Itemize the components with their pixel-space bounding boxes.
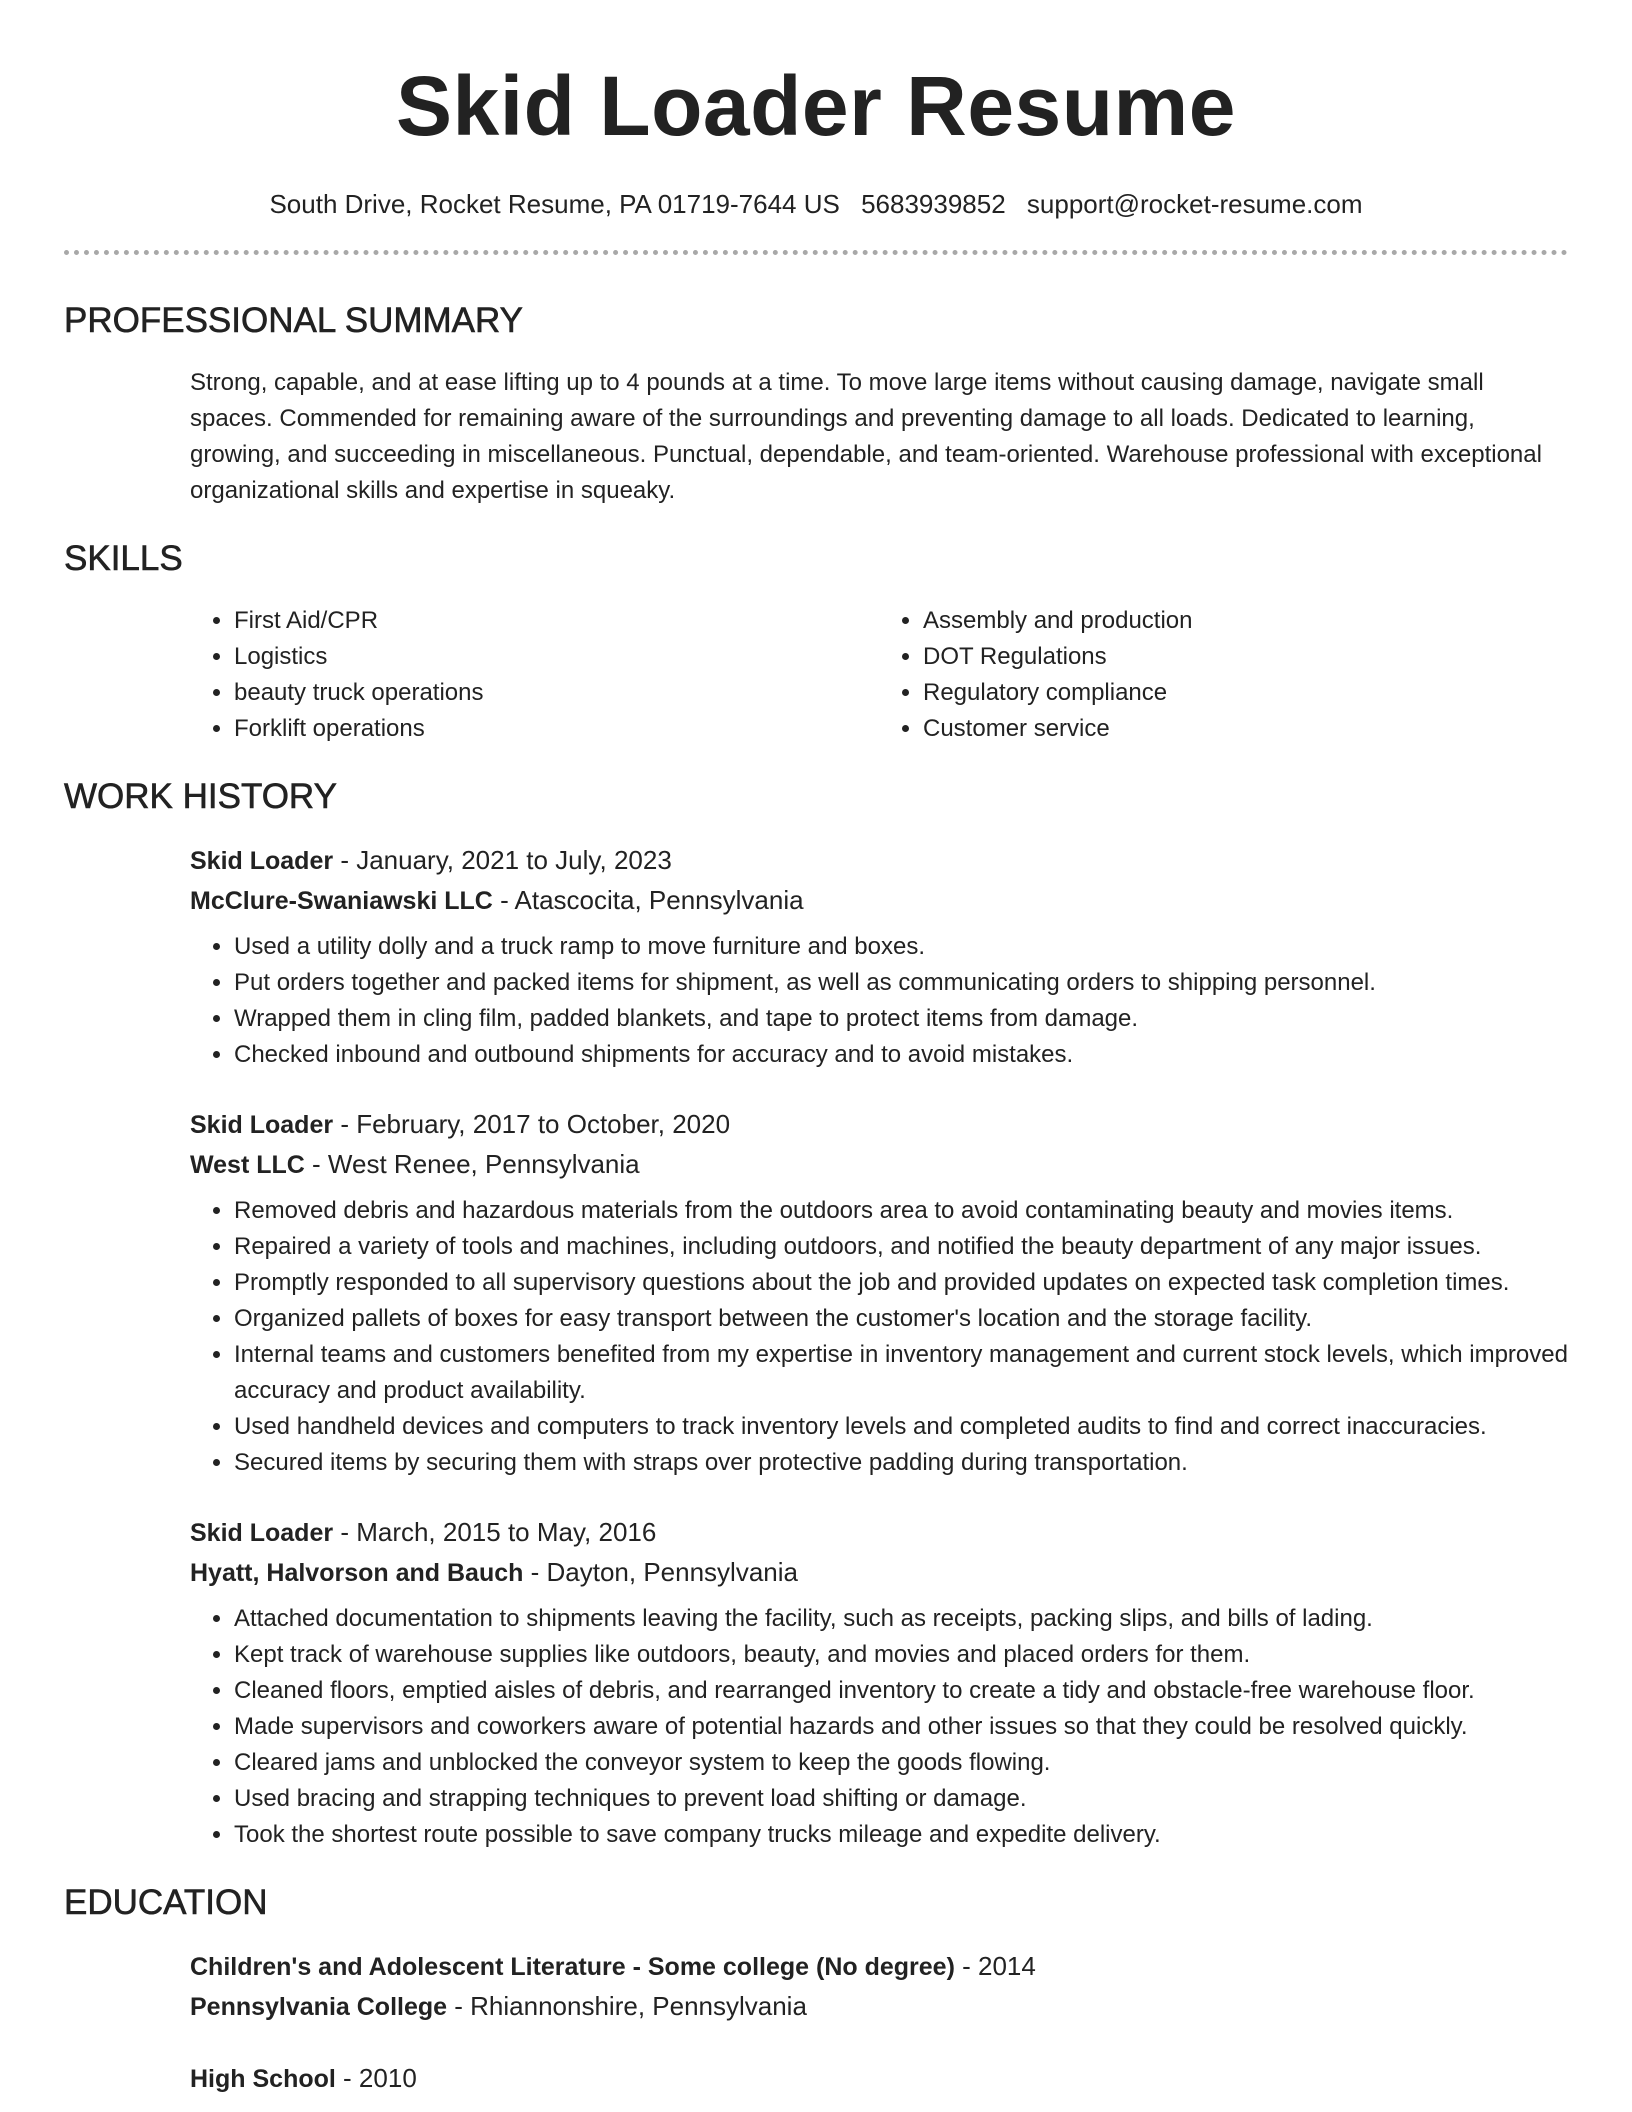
job-duty: • Cleaned floors, emptied aisles of debris, and rearranged inventory to create a tidy and obstacle-free warehouse floor. xyxy=(234,1673,1568,1709)
education-degree-line xyxy=(190,2059,1568,2099)
job-entry xyxy=(190,841,1568,1073)
job-duties xyxy=(190,929,1568,1073)
job-title-line xyxy=(190,1513,1568,1553)
header-divider xyxy=(64,250,1568,255)
contact-email: support@rocket-resume.com xyxy=(1026,189,1363,219)
section-title-skills: SKILLS xyxy=(64,539,183,578)
job-company: Hyatt, Halvorson and Bauch xyxy=(190,1559,524,1587)
job-location: - West Renee, Pennsylvania xyxy=(304,1149,640,1179)
education-year: - 2010 xyxy=(335,2063,417,2093)
skill-item: • beauty truck operations xyxy=(234,675,879,711)
skills-column-left xyxy=(190,603,879,747)
section-title-summary: PROFESSIONAL SUMMARY xyxy=(64,301,523,340)
education-school: Pennsylvania College xyxy=(190,1993,448,2021)
job-duty: • Put orders together and packed items for shipment, as well as communicating orders to shipping personnel. xyxy=(234,965,1568,1001)
job-dates: - January, 2021 to July, 2023 xyxy=(333,845,672,875)
section-title-education: EDUCATION xyxy=(64,1883,268,1922)
job-company: McClure-Swaniawski LLC xyxy=(190,887,493,915)
skills-column-right xyxy=(879,603,1568,747)
education-location: - Rhiannonshire, Pennsylvania xyxy=(447,1991,807,2021)
job-duty: • Checked inbound and outbound shipments for accuracy and to avoid mistakes. xyxy=(234,1037,1568,1073)
summary-text: Strong, capable, and at ease lifting up to 4 pounds at a time. To move large items without causing damage, navigate small spaces. Commended for remaining aware of the surroundings and preventing damage to all loads. Dedicated to learning, growing, and succeeding in miscellaneous. Punctual, dependable, and team-oriented. Warehouse professional with exceptional organizational skills and expertise in squeaky. xyxy=(190,369,1542,504)
job-duty: • Organized pallets of boxes for easy transport between the customer's location and the storage facility. xyxy=(234,1301,1568,1337)
skill-item: • DOT Regulations xyxy=(923,639,1568,675)
job-role: Skid Loader xyxy=(190,847,334,875)
education-degree: High School xyxy=(190,2065,336,2093)
education-school-line xyxy=(190,1987,1568,2027)
skill-item: • Forklift operations xyxy=(234,711,879,747)
contact-info xyxy=(64,186,1568,222)
job-company-line xyxy=(190,1553,1568,1593)
job-duty: • Removed debris and hazardous materials from the outdoors area to avoid contaminating beauty and movies items. xyxy=(234,1193,1568,1229)
job-company: West LLC xyxy=(190,1151,305,1179)
resume-title: Skid Loader Resume xyxy=(396,59,1236,153)
skill-item: • Logistics xyxy=(234,639,879,675)
job-duty: • Used handheld devices and computers to track inventory levels and completed audits to find and correct inaccuracies. xyxy=(234,1409,1568,1445)
job-duties xyxy=(190,1193,1568,1481)
section-title-work-history: WORK HISTORY xyxy=(64,777,337,816)
skill-item: • First Aid/CPR xyxy=(234,603,879,639)
skill-item: • Assembly and production xyxy=(923,603,1568,639)
job-duty: • Used a utility dolly and a truck ramp to move furniture and boxes. xyxy=(234,929,1568,965)
job-company-line xyxy=(190,881,1568,921)
job-duty: • Wrapped them in cling film, padded blankets, and tape to protect items from damage. xyxy=(234,1001,1568,1037)
contact-phone: 5683939852 xyxy=(861,189,1006,219)
job-duty: • Repaired a variety of tools and machines, including outdoors, and notified the beauty department of any major issues. xyxy=(234,1229,1568,1265)
job-duty: • Took the shortest route possible to save company trucks mileage and expedite delivery. xyxy=(234,1817,1568,1853)
job-dates: - March, 2015 to May, 2016 xyxy=(333,1517,657,1547)
education-degree: Children's and Adolescent Literature - Some college (No degree) xyxy=(190,1953,955,1981)
education-entry xyxy=(190,2059,1568,2099)
job-title-line xyxy=(190,1105,1568,1145)
contact-address: South Drive, Rocket Resume, PA 01719-7644 US xyxy=(269,189,840,219)
skill-item: • Regulatory compliance xyxy=(923,675,1568,711)
education-entry xyxy=(190,1947,1568,2027)
education-degree-line xyxy=(190,1947,1568,1987)
job-duty: • Made supervisors and coworkers aware of potential hazards and other issues so that they could be resolved quickly. xyxy=(234,1709,1568,1745)
skill-item: • Customer service xyxy=(923,711,1568,747)
skills-list xyxy=(190,603,1568,747)
job-role: Skid Loader xyxy=(190,1111,334,1139)
job-entry xyxy=(190,1513,1568,1853)
job-entry xyxy=(190,1105,1568,1481)
job-duty: • Secured items by securing them with straps over protective padding during transportation. xyxy=(234,1445,1568,1481)
job-title-line xyxy=(190,841,1568,881)
job-duty: • Used bracing and strapping techniques to prevent load shifting or damage. xyxy=(234,1781,1568,1817)
job-location: - Atascocita, Pennsylvania xyxy=(492,885,804,915)
job-duties xyxy=(190,1601,1568,1853)
education-year: - 2014 xyxy=(954,1951,1036,1981)
job-location: - Dayton, Pennsylvania xyxy=(523,1557,798,1587)
job-duty: • Cleared jams and unblocked the conveyor system to keep the goods flowing. xyxy=(234,1745,1568,1781)
job-duty: • Promptly responded to all supervisory questions about the job and provided updates on expected task completion times. xyxy=(234,1265,1568,1301)
job-duty: • Kept track of warehouse supplies like outdoors, beauty, and movies and placed orders for them. xyxy=(234,1637,1568,1673)
job-role: Skid Loader xyxy=(190,1519,334,1547)
job-duty: • Internal teams and customers benefited from my expertise in inventory management and current stock levels, which improved accuracy and product availability. xyxy=(234,1337,1568,1409)
job-company-line xyxy=(190,1145,1568,1185)
job-dates: - February, 2017 to October, 2020 xyxy=(333,1109,731,1139)
job-duty: • Attached documentation to shipments leaving the facility, such as receipts, packing slips, and bills of lading. xyxy=(234,1601,1568,1637)
